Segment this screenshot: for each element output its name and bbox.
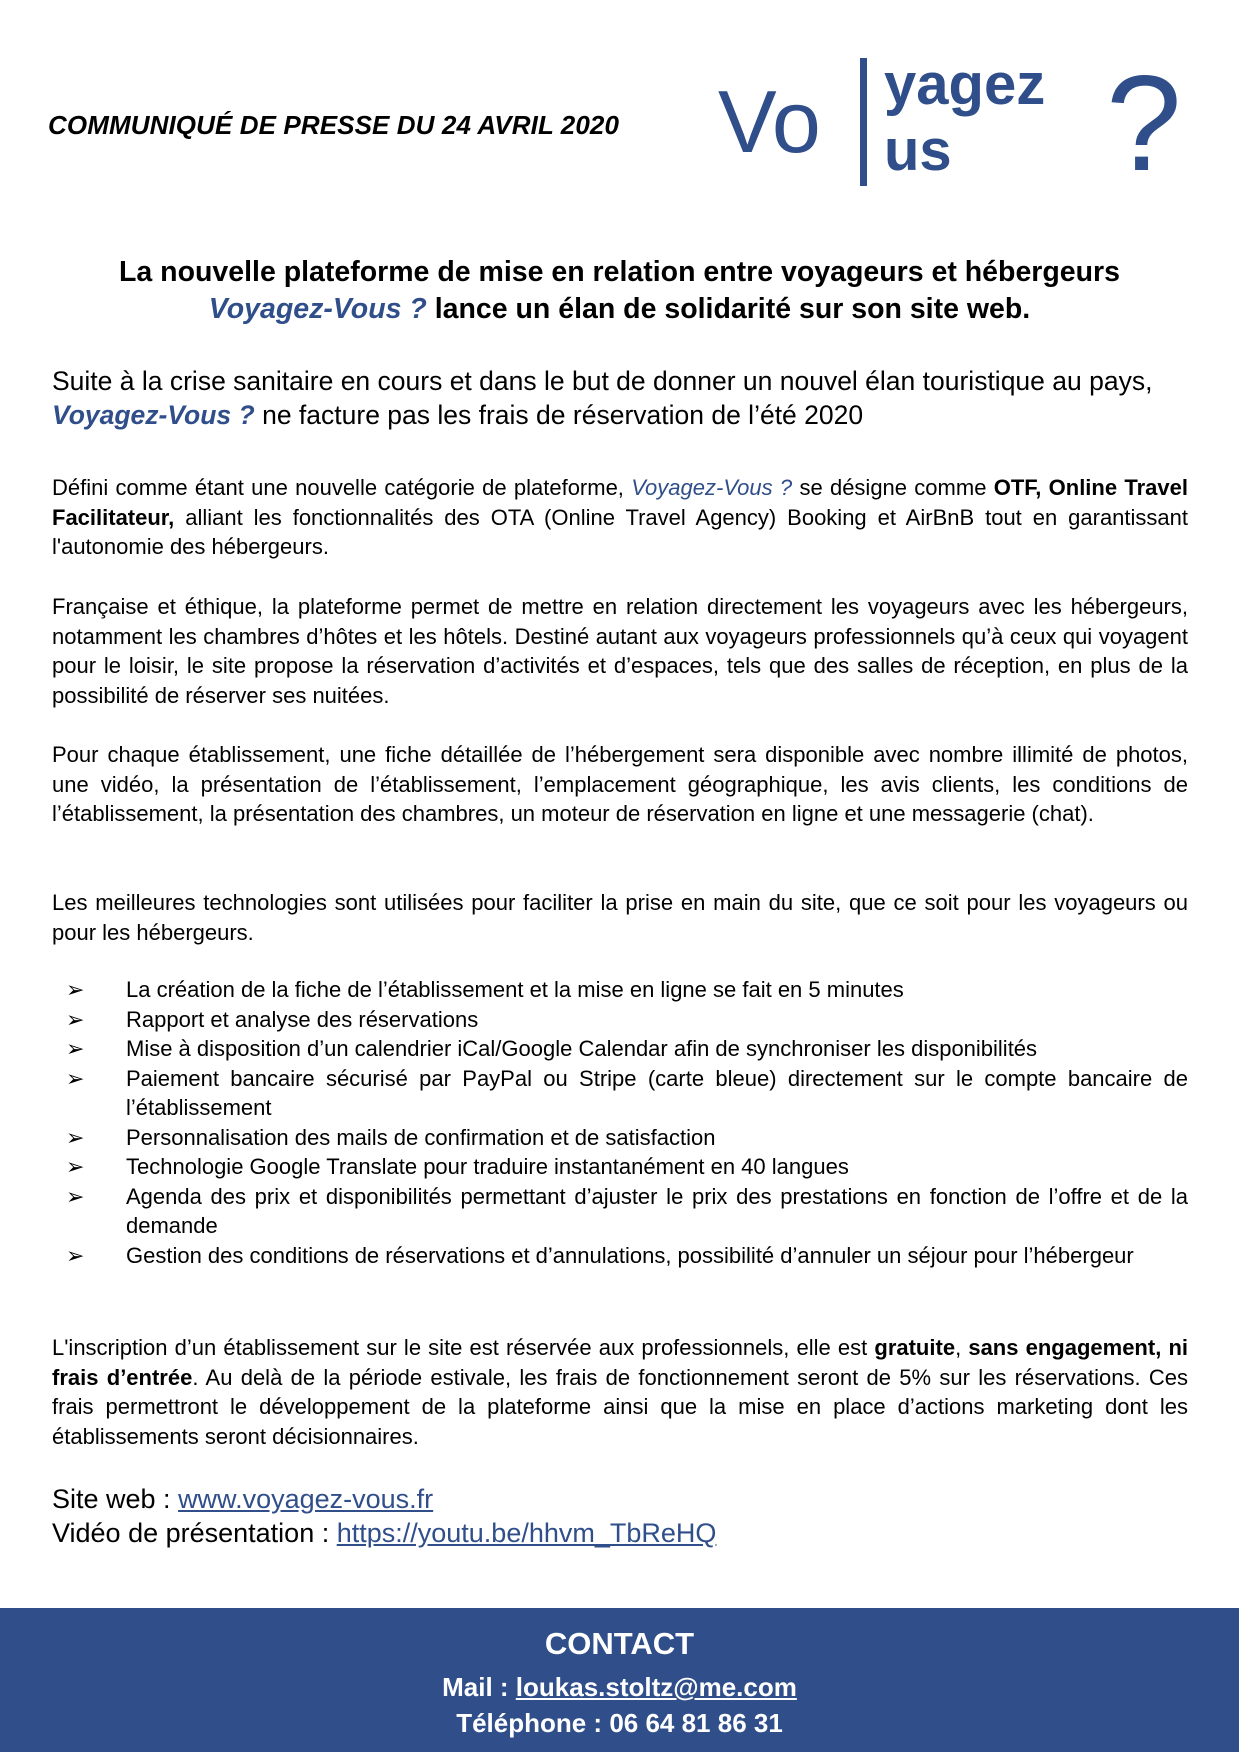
arrow-bullet-icon: ➢ (66, 977, 85, 1002)
headline-brand: Voyagez-Vous ? (208, 293, 427, 325)
feature-text: Gestion des conditions de réservations et d’annulations, possibilité d’annuler un séjour pour l’hébergeur (126, 1242, 1134, 1268)
phone-label: Téléphone : (456, 1708, 610, 1738)
para5-text-2: . Au delà de la période estivale, les frais de fonctionnement seront de 5% sur les réservations. Ces frais permettront le développement de la plateforme ainsi que la mise en place d’actions marketing dont les établissements seront décisionnaires. (52, 1364, 1188, 1449)
paragraph-technologies (52, 888, 1188, 947)
lead-paragraph (52, 364, 1188, 432)
para1-text-2: se désigne comme (792, 475, 994, 500)
site-line (52, 1482, 716, 1516)
logo-us: us (884, 118, 952, 183)
feature-item (52, 975, 1188, 1005)
feature-text: La création de la fiche de l’établissement et la mise en ligne se fait en 5 minutes (126, 977, 904, 1002)
arrow-bullet-icon: ➢ (66, 1006, 85, 1032)
contact-band (0, 1608, 1239, 1752)
headline-line2 (40, 291, 1199, 328)
feature-text: Personnalisation des mails de confirmation et de satisfaction (126, 1124, 716, 1150)
logo-question-mark: ? (1106, 52, 1182, 192)
para2-text: Française et éthique, la plateforme permet de mettre en relation directement les voyageurs avec les hébergeurs, notamment les chambres d’hôtes et les hôtels. Destiné autant aux voyageurs professionnels qu’à ceux qui voyagent pour le loisir, le site propose la réservation d’activités et d’espaces, tels que des salles de réception, en plus de la possibilité de réserver ses nuitées. (52, 594, 1188, 708)
feature-text: Agenda des prix et disponibilités permettant d’ajuster le prix des prestations en fonction de l’offre et de la demande (126, 1183, 1188, 1238)
para3-text: Pour chaque établissement, une fiche détaillée de l’hébergement sera disponible avec nombre illimité de photos, une vidéo, la présentation de l’établissement, l’emplacement géographique, les avis clients, les conditions de l’établissement, la présentation des chambres, un moteur de réservation en ligne et une messagerie (chat). (52, 742, 1188, 826)
para5-bold-engagement: sans engagement, ni frais d’entrée (52, 1335, 1188, 1390)
links-block (52, 1482, 716, 1550)
feature-text: Mise à disposition d’un calendrier iCal/Google Calendar afin de synchroniser les disponibilités (126, 1036, 1038, 1061)
para5-separator: , (955, 1335, 969, 1360)
voyagez-vous-logo (718, 52, 1206, 192)
feature-text: Rapport et analyse des réservations (126, 1006, 479, 1032)
headline (40, 254, 1199, 328)
para4-text: Les meilleures technologies sont utilisées pour faciliter la prise en main du site, que ce soit pour les voyageurs ou pour les hébergeurs. (52, 890, 1188, 945)
site-label: Site web : (52, 1484, 179, 1514)
para1-text-3: alliant les fonctionnalités des OTA (Online Travel Agency) Booking et AirBnB tout en garantissant l'autonomie des hébergeurs. (52, 504, 1188, 559)
feature-item (52, 1152, 1188, 1182)
contact-phone-line (0, 1708, 1239, 1739)
lead-text-2: ne facture pas les frais de réservation de l’été 2020 (254, 400, 864, 430)
arrow-bullet-icon: ➢ (66, 1154, 85, 1179)
headline-line2-text: lance un élan de solidarité sur son site web. (426, 293, 1031, 325)
arrow-bullet-icon: ➢ (66, 1124, 85, 1150)
site-link[interactable]: www.voyagez-vous.fr (178, 1484, 434, 1514)
press-release-date: COMMUNIQUÉ DE PRESSE DU 24 AVRIL 2020 (48, 110, 620, 140)
arrow-bullet-icon: ➢ (66, 1036, 85, 1061)
para5-text-1: L'inscription d’un établissement sur le site est réservée aux professionnels, elle est (52, 1335, 875, 1360)
arrow-bullet-icon: ➢ (66, 1183, 85, 1209)
feature-item (52, 1123, 1188, 1153)
feature-item (52, 1241, 1188, 1271)
feature-item (52, 1064, 1188, 1123)
paragraph-otf (52, 473, 1188, 562)
video-label: Vidéo de présentation : (52, 1518, 337, 1548)
logo-yagez: yagez (884, 52, 1046, 117)
feature-list (52, 975, 1188, 1270)
arrow-bullet-icon: ➢ (66, 1242, 85, 1268)
feature-item (52, 1005, 1188, 1035)
para5-bold-gratuite: gratuite (874, 1335, 956, 1360)
feature-text: Paiement bancaire sécurisé par PayPal ou Stripe (carte bleue) directement sur le compte bancaire de l’établissement (126, 1065, 1188, 1120)
feature-item (52, 1182, 1188, 1241)
phone-number: 06 64 81 86 31 (609, 1708, 783, 1738)
mail-label: Mail : (442, 1672, 516, 1702)
lead-brand: Voyagez-Vous ? (52, 400, 255, 430)
contact-mail-line (0, 1672, 1239, 1703)
paragraph-fiche (52, 740, 1188, 829)
para1-brand: Voyagez-Vous ? (631, 475, 793, 500)
video-link[interactable]: https://youtu.be/hhvm_TbReHQ (336, 1518, 717, 1548)
arrow-bullet-icon: ➢ (66, 1065, 85, 1091)
contact-title: CONTACT (544, 1626, 695, 1661)
logo-divider (860, 58, 867, 186)
logo-vo: Vo (718, 72, 821, 171)
video-line (52, 1516, 716, 1550)
feature-text: Technologie Google Translate pour traduire instantanément en 40 langues (126, 1154, 849, 1179)
para1-bold: OTF, Online Travel Facilitateur, (52, 475, 1188, 530)
paragraph-inscription (52, 1333, 1188, 1451)
lead-text-1: Suite à la crise sanitaire en cours et dans le but de donner un nouvel élan touristique au pays, (52, 366, 1153, 396)
para1-text-1: Défini comme étant une nouvelle catégorie de plateforme, (52, 475, 632, 500)
feature-item (52, 1034, 1188, 1064)
paragraph-ethique (52, 592, 1188, 710)
mail-link[interactable]: loukas.stoltz@me.com (515, 1672, 797, 1702)
headline-line1: La nouvelle plateforme de mise en relation entre voyageurs et hébergeurs (119, 256, 1120, 288)
